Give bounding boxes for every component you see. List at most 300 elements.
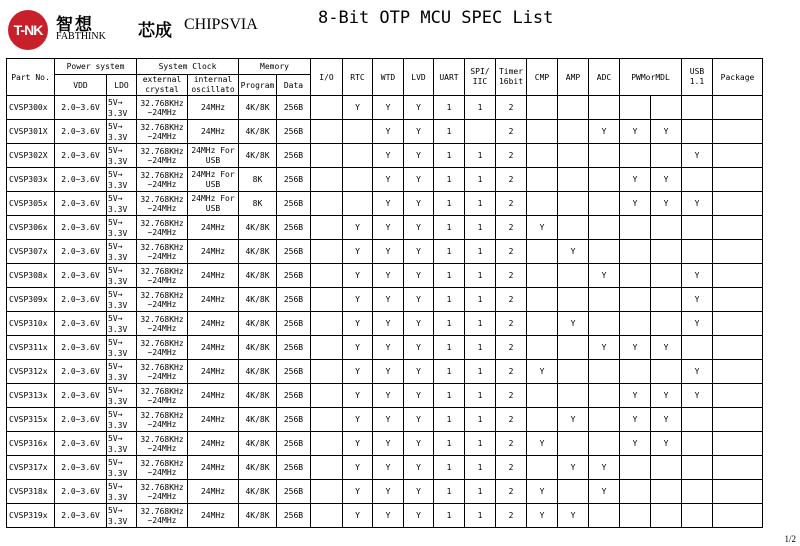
package-cell [713,408,763,432]
spi-iic-cell: 1 [465,264,496,288]
adc-cell [589,384,620,408]
amp-cell: Y [558,504,589,528]
timer-cell: 2 [496,504,527,528]
col-rtc: RTC [343,59,373,96]
rtc-cell [343,168,373,192]
page-number: 1/2 [784,534,796,544]
program-cell: 4K/8K [239,480,277,504]
ldo-cell [107,432,137,456]
external-crystal-cell-line: ~24MHz [147,491,177,501]
spi-iic-cell: 1 [465,240,496,264]
data-cell: 256B [277,408,311,432]
wtd-cell: Y [373,216,404,240]
io-cell [311,96,343,120]
internal-oscillator-cell: 24MHz [188,504,239,528]
data-cell: 256B [277,96,311,120]
program-cell: 4K/8K [239,120,277,144]
timer-cell: 2 [496,240,527,264]
amp-cell: Y [558,240,589,264]
usb-cell [682,96,713,120]
external-crystal-cell-line: 32.768KHz [140,458,184,468]
lvd-cell: Y [404,216,434,240]
adc-cell [589,144,620,168]
data-cell: 256B [277,216,311,240]
ldo-cell-line: 3.3V [108,300,128,310]
usb-cell [682,432,713,456]
rtc-cell [343,144,373,168]
col-pwm: PWMorMDL [620,59,682,96]
external-crystal-cell-line: 32.768KHz [140,242,184,252]
io-cell [311,480,343,504]
table-row [7,360,763,384]
io-cell [311,312,343,336]
external-crystal-cell-line: 32.768KHz [140,194,184,204]
rtc-cell: Y [343,312,373,336]
usb-cell [682,456,713,480]
cmp-cell: Y [527,360,558,384]
internal-oscillator-cell: 24MHz [188,312,239,336]
uart-cell: 1 [434,408,465,432]
vdd-cell: 2.0~3.6V [55,288,107,312]
data-cell: 256B [277,144,311,168]
table-row [7,384,763,408]
external-crystal-cell [137,336,188,360]
ldo-cell [107,336,137,360]
adc-cell [589,408,620,432]
package-cell [713,240,763,264]
timer-cell: 2 [496,456,527,480]
io-cell [311,192,343,216]
lvd-cell: Y [404,432,434,456]
pwm-cell-b [651,144,682,168]
vdd-cell: 2.0~3.6V [55,96,107,120]
part-number-cell: CVSP303x [7,168,55,192]
external-crystal-cell-line: 32.768KHz [140,410,184,420]
logo-text: T-NK [13,22,43,38]
program-cell: 4K/8K [239,504,277,528]
spi-iic-cell [465,120,496,144]
col-memory: Memory [239,59,311,75]
spi-iic-cell: 1 [465,288,496,312]
brand-name-en: FABTHINK [56,31,106,42]
ldo-cell-line: 3.3V [108,420,128,430]
part-number-cell: CVSP315x [7,408,55,432]
program-cell: 4K/8K [239,216,277,240]
external-crystal-cell-line: ~24MHz [147,179,177,189]
data-cell: 256B [277,168,311,192]
pwm-cell-a [620,456,651,480]
external-crystal-cell-line: 32.768KHz [140,290,184,300]
usb-cell: Y [682,192,713,216]
external-crystal-cell-line: ~24MHz [147,107,177,117]
cmp-cell: Y [527,504,558,528]
uart-cell: 1 [434,336,465,360]
pwm-cell-a [620,264,651,288]
package-cell [713,360,763,384]
usb-cell: Y [682,288,713,312]
external-crystal-cell-line: 32.768KHz [140,506,184,516]
external-crystal-cell-line: ~24MHz [147,395,177,405]
cmp-cell [527,384,558,408]
adc-cell [589,192,620,216]
uart-cell: 1 [434,456,465,480]
part-number-cell: CVSP306x [7,216,55,240]
wtd-cell: Y [373,312,404,336]
ldo-cell-line: 5V→ [108,265,123,275]
external-crystal-cell [137,216,188,240]
ldo-cell-line: 3.3V [108,180,128,190]
uart-cell: 1 [434,96,465,120]
ldo-cell [107,360,137,384]
ldo-cell [107,288,137,312]
timer-cell: 2 [496,432,527,456]
program-cell: 4K/8K [239,264,277,288]
external-crystal-cell-line: ~24MHz [147,299,177,309]
table-row [7,504,763,528]
data-cell: 256B [277,456,311,480]
wtd-cell: Y [373,456,404,480]
col-io: I/O [311,59,343,96]
ldo-cell [107,192,137,216]
pwm-cell-a: Y [620,120,651,144]
col-timer: Timer 16bit [496,59,527,96]
col-wtd: WTD [373,59,404,96]
package-cell [713,456,763,480]
ldo-cell-line: 5V→ [108,97,123,107]
external-crystal-cell-line: ~24MHz [147,203,177,213]
package-cell [713,264,763,288]
package-cell [713,312,763,336]
table-row [7,96,763,120]
uart-cell: 1 [434,120,465,144]
io-cell [311,504,343,528]
cmp-cell [527,96,558,120]
ldo-cell-line: 3.3V [108,444,128,454]
cmp-cell [527,312,558,336]
ldo-cell-line: 3.3V [108,516,128,526]
external-crystal-cell-line: ~24MHz [147,275,177,285]
partner-name-cn: 芯成 [138,21,172,41]
data-cell: 256B [277,288,311,312]
wtd-cell: Y [373,192,404,216]
vdd-cell: 2.0~3.6V [55,384,107,408]
ldo-cell-line: 3.3V [108,372,128,382]
vdd-cell: 2.0~3.6V [55,456,107,480]
amp-cell [558,168,589,192]
program-cell: 4K/8K [239,96,277,120]
external-crystal-cell-line: 32.768KHz [140,170,184,180]
rtc-cell: Y [343,288,373,312]
adc-cell [589,504,620,528]
adc-cell [589,432,620,456]
program-cell: 4K/8K [239,312,277,336]
adc-cell: Y [589,264,620,288]
ldo-cell [107,168,137,192]
internal-oscillator-cell: 24MHz [188,480,239,504]
external-crystal-cell [137,312,188,336]
data-cell: 256B [277,504,311,528]
external-crystal-cell [137,168,188,192]
wtd-cell: Y [373,504,404,528]
amp-cell [558,144,589,168]
spi-iic-cell: 1 [465,312,496,336]
part-number-cell: CVSP317x [7,456,55,480]
amp-cell [558,264,589,288]
col-amp: AMP [558,59,589,96]
uart-cell: 1 [434,168,465,192]
data-cell: 256B [277,336,311,360]
ldo-cell [107,384,137,408]
rtc-cell: Y [343,216,373,240]
pwm-cell-b: Y [651,168,682,192]
ldo-cell-line: 3.3V [108,468,128,478]
ldo-cell [107,264,137,288]
external-crystal-cell-line: 32.768KHz [140,362,184,372]
external-crystal-cell [137,288,188,312]
adc-cell [589,96,620,120]
vdd-cell: 2.0~3.6V [55,360,107,384]
pwm-cell-a [620,504,651,528]
uart-cell: 1 [434,240,465,264]
external-crystal-cell [137,504,188,528]
usb-cell: Y [682,144,713,168]
ldo-cell [107,480,137,504]
internal-oscillator-cell: 24MHz [188,360,239,384]
io-cell [311,384,343,408]
usb-cell [682,504,713,528]
external-crystal-cell [137,192,188,216]
part-number-cell: CVSP313x [7,384,55,408]
timer-cell: 2 [496,312,527,336]
external-crystal-cell [137,96,188,120]
table-row [7,432,763,456]
lvd-cell: Y [404,480,434,504]
col-cmp: CMP [527,59,558,96]
pwm-cell-b [651,264,682,288]
external-crystal-cell-line: ~24MHz [147,515,177,525]
ldo-cell-line: 3.3V [108,348,128,358]
rtc-cell: Y [343,456,373,480]
col-usb: USB 1.1 [682,59,713,96]
usb-cell [682,120,713,144]
external-crystal-cell [137,480,188,504]
pwm-cell-b: Y [651,336,682,360]
usb-cell: Y [682,264,713,288]
col-system-clock: System Clock [137,59,239,75]
external-crystal-cell [137,120,188,144]
pwm-cell-b: Y [651,408,682,432]
ldo-cell-line: 3.3V [108,108,128,118]
external-crystal-cell [137,360,188,384]
spi-iic-cell: 1 [465,504,496,528]
external-crystal-cell-line: ~24MHz [147,323,177,333]
part-number-cell: CVSP310x [7,312,55,336]
external-crystal-cell [137,432,188,456]
ldo-cell-line: 5V→ [108,361,123,371]
pwm-cell-b [651,240,682,264]
timer-cell: 2 [496,288,527,312]
pwm-cell-a: Y [620,336,651,360]
part-number-cell: CVSP308x [7,264,55,288]
rtc-cell: Y [343,96,373,120]
ldo-cell-line: 3.3V [108,156,128,166]
pwm-cell-b [651,288,682,312]
cmp-cell [527,240,558,264]
cmp-cell [527,144,558,168]
data-cell: 256B [277,360,311,384]
program-cell: 4K/8K [239,336,277,360]
program-cell: 4K/8K [239,144,277,168]
spi-iic-cell: 1 [465,360,496,384]
data-cell: 256B [277,240,311,264]
timer-cell: 2 [496,336,527,360]
vdd-cell: 2.0~3.6V [55,240,107,264]
part-number-cell: CVSP311x [7,336,55,360]
wtd-cell: Y [373,408,404,432]
pwm-cell-a [620,312,651,336]
data-cell: 256B [277,264,311,288]
internal-oscillator-cell: 24MHz For USB [188,144,239,168]
data-cell: 256B [277,480,311,504]
wtd-cell: Y [373,360,404,384]
pwm-cell-b: Y [651,432,682,456]
rtc-cell: Y [343,480,373,504]
col-package: Package [713,59,763,96]
spi-iic-cell: 1 [465,192,496,216]
table-row [7,168,763,192]
adc-cell [589,288,620,312]
spi-iic-cell: 1 [465,168,496,192]
package-cell [713,192,763,216]
timer-cell: 2 [496,480,527,504]
table-row [7,264,763,288]
data-cell: 256B [277,312,311,336]
pwm-cell-b [651,480,682,504]
wtd-cell: Y [373,96,404,120]
internal-oscillator-cell: 24MHz [188,264,239,288]
pwm-cell-a [620,360,651,384]
adc-cell: Y [589,480,620,504]
pwm-cell-b [651,96,682,120]
spi-iic-cell: 1 [465,456,496,480]
vdd-cell: 2.0~3.6V [55,408,107,432]
pwm-cell-a: Y [620,192,651,216]
program-cell: 4K/8K [239,360,277,384]
io-cell [311,360,343,384]
usb-cell [682,408,713,432]
program-cell: 4K/8K [239,384,277,408]
usb-cell [682,480,713,504]
vdd-cell: 2.0~3.6V [55,504,107,528]
ldo-cell-line: 3.3V [108,276,128,286]
io-cell [311,288,343,312]
pwm-cell-b [651,504,682,528]
external-crystal-cell-line: ~24MHz [147,131,177,141]
col-internal-oscillator: internal oscillato [188,75,239,96]
wtd-cell: Y [373,120,404,144]
page-title: 8-Bit OTP MCU SPEC List [318,8,554,28]
adc-cell: Y [589,120,620,144]
cmp-cell [527,192,558,216]
pwm-cell-a [620,144,651,168]
internal-oscillator-cell: 24MHz [188,216,239,240]
uart-cell: 1 [434,144,465,168]
external-crystal-cell-line: ~24MHz [147,155,177,165]
part-number-cell: CVSP318x [7,480,55,504]
usb-cell [682,168,713,192]
ldo-cell [107,144,137,168]
program-cell: 4K/8K [239,408,277,432]
col-program: Program [239,75,277,96]
pwm-cell-b [651,312,682,336]
spi-iic-cell: 1 [465,96,496,120]
ldo-cell-line: 3.3V [108,324,128,334]
timer-cell: 2 [496,264,527,288]
amp-cell: Y [558,312,589,336]
col-adc: ADC [589,59,620,96]
pwm-cell-a [620,240,651,264]
io-cell [311,120,343,144]
spi-iic-cell: 1 [465,336,496,360]
ldo-cell [107,216,137,240]
uart-cell: 1 [434,432,465,456]
ldo-cell-line: 5V→ [108,313,123,323]
pwm-cell-b [651,360,682,384]
ldo-cell-line: 5V→ [108,337,123,347]
rtc-cell [343,192,373,216]
vdd-cell: 2.0~3.6V [55,336,107,360]
ldo-cell-line: 3.3V [108,132,128,142]
table-row [7,312,763,336]
cmp-cell [527,408,558,432]
spi-iic-cell: 1 [465,384,496,408]
data-cell: 256B [277,384,311,408]
data-cell: 256B [277,432,311,456]
part-number-cell: CVSP312x [7,360,55,384]
adc-cell: Y [589,336,620,360]
internal-oscillator-cell: 24MHz [188,456,239,480]
spi-iic-cell: 1 [465,480,496,504]
lvd-cell: Y [404,408,434,432]
wtd-cell: Y [373,480,404,504]
external-crystal-cell-line: ~24MHz [147,419,177,429]
io-cell [311,456,343,480]
wtd-cell: Y [373,168,404,192]
ldo-cell-line: 5V→ [108,457,123,467]
rtc-cell: Y [343,264,373,288]
lvd-cell: Y [404,312,434,336]
table-row [7,120,763,144]
package-cell [713,144,763,168]
wtd-cell: Y [373,264,404,288]
external-crystal-cell [137,240,188,264]
lvd-cell: Y [404,264,434,288]
vdd-cell: 2.0~3.6V [55,432,107,456]
brand-name-cn: 智想 [56,15,94,35]
uart-cell: 1 [434,312,465,336]
package-cell [713,288,763,312]
part-number-cell: CVSP307x [7,240,55,264]
internal-oscillator-cell: 24MHz [188,432,239,456]
vdd-cell: 2.0~3.6V [55,312,107,336]
lvd-cell: Y [404,384,434,408]
table-row [7,144,763,168]
external-crystal-cell [137,456,188,480]
package-cell [713,336,763,360]
col-uart: UART [434,59,465,96]
part-number-cell: CVSP309x [7,288,55,312]
internal-oscillator-cell: 24MHz For USB [188,168,239,192]
